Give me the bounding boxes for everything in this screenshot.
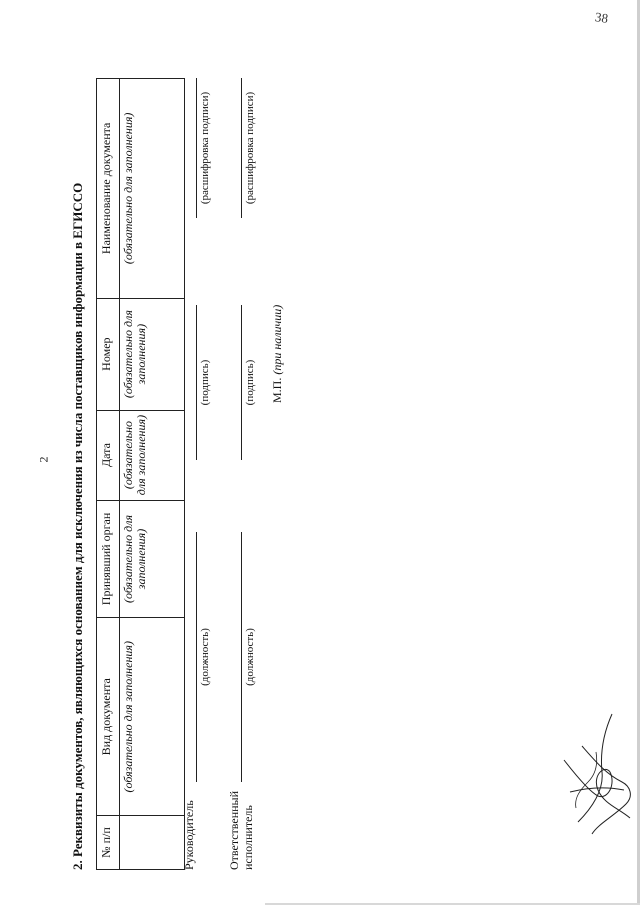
handwritten-signature: [552, 712, 637, 837]
header-doc-type: Вид документа: [97, 618, 120, 816]
head-decoding-line[interactable]: [196, 78, 197, 218]
head-signature-line[interactable]: [196, 305, 197, 460]
executor-signature-caption: (подпись): [244, 359, 256, 406]
cell-date[interactable]: (обязательно для заполнения): [120, 410, 185, 500]
executor-position-caption: (должность): [244, 628, 256, 686]
cell-number[interactable]: [120, 816, 185, 870]
executor-position-line[interactable]: [241, 532, 242, 782]
stamp-label: М.П.: [270, 377, 284, 403]
stamp-note: (при наличии): [270, 304, 284, 375]
head-decoding-caption: (расшифровка подписи): [199, 91, 211, 205]
header-date: Дата: [97, 410, 120, 500]
section-heading: 2. Реквизиты документов, являющихся основанием для исключения из числа поставщиков информации в ЕГИССО: [70, 182, 85, 870]
header-issuing-body: Принявший орган: [97, 500, 120, 618]
rotated-content: [70, 50, 290, 870]
cell-doc-type[interactable]: (обязательно для заполнения): [120, 618, 185, 816]
executor-signature-line[interactable]: [241, 305, 242, 460]
requisites-table: [96, 78, 185, 870]
stamp-place: [270, 305, 285, 403]
header-doc-name: Наименование документа: [97, 79, 120, 299]
cell-issuing-body[interactable]: (обязательно для заполнения): [120, 500, 185, 618]
page-number: 2: [36, 456, 51, 463]
header-number: № п/п: [97, 816, 120, 870]
cell-doc-number[interactable]: (обязательно для заполнения): [120, 298, 185, 410]
head-label: Руководитель: [182, 800, 196, 870]
cell-doc-name[interactable]: (обязательно для заполнения): [120, 79, 185, 299]
executor-decoding-caption: (расшифровка подписи): [244, 91, 256, 205]
head-position-caption: (должность): [199, 628, 211, 686]
handwritten-sheet-number: 38: [594, 9, 610, 26]
header-doc-number: Номер: [97, 298, 120, 410]
head-signature-row: [182, 78, 222, 870]
head-signature-caption: (подпись): [199, 359, 211, 406]
head-position-line[interactable]: [196, 532, 197, 782]
table-header-row: [97, 79, 120, 870]
table-row: [120, 79, 185, 870]
executor-signature-row: [227, 78, 267, 870]
executor-decoding-line[interactable]: [241, 78, 242, 218]
executor-label: Ответственный исполнитель: [227, 790, 255, 870]
